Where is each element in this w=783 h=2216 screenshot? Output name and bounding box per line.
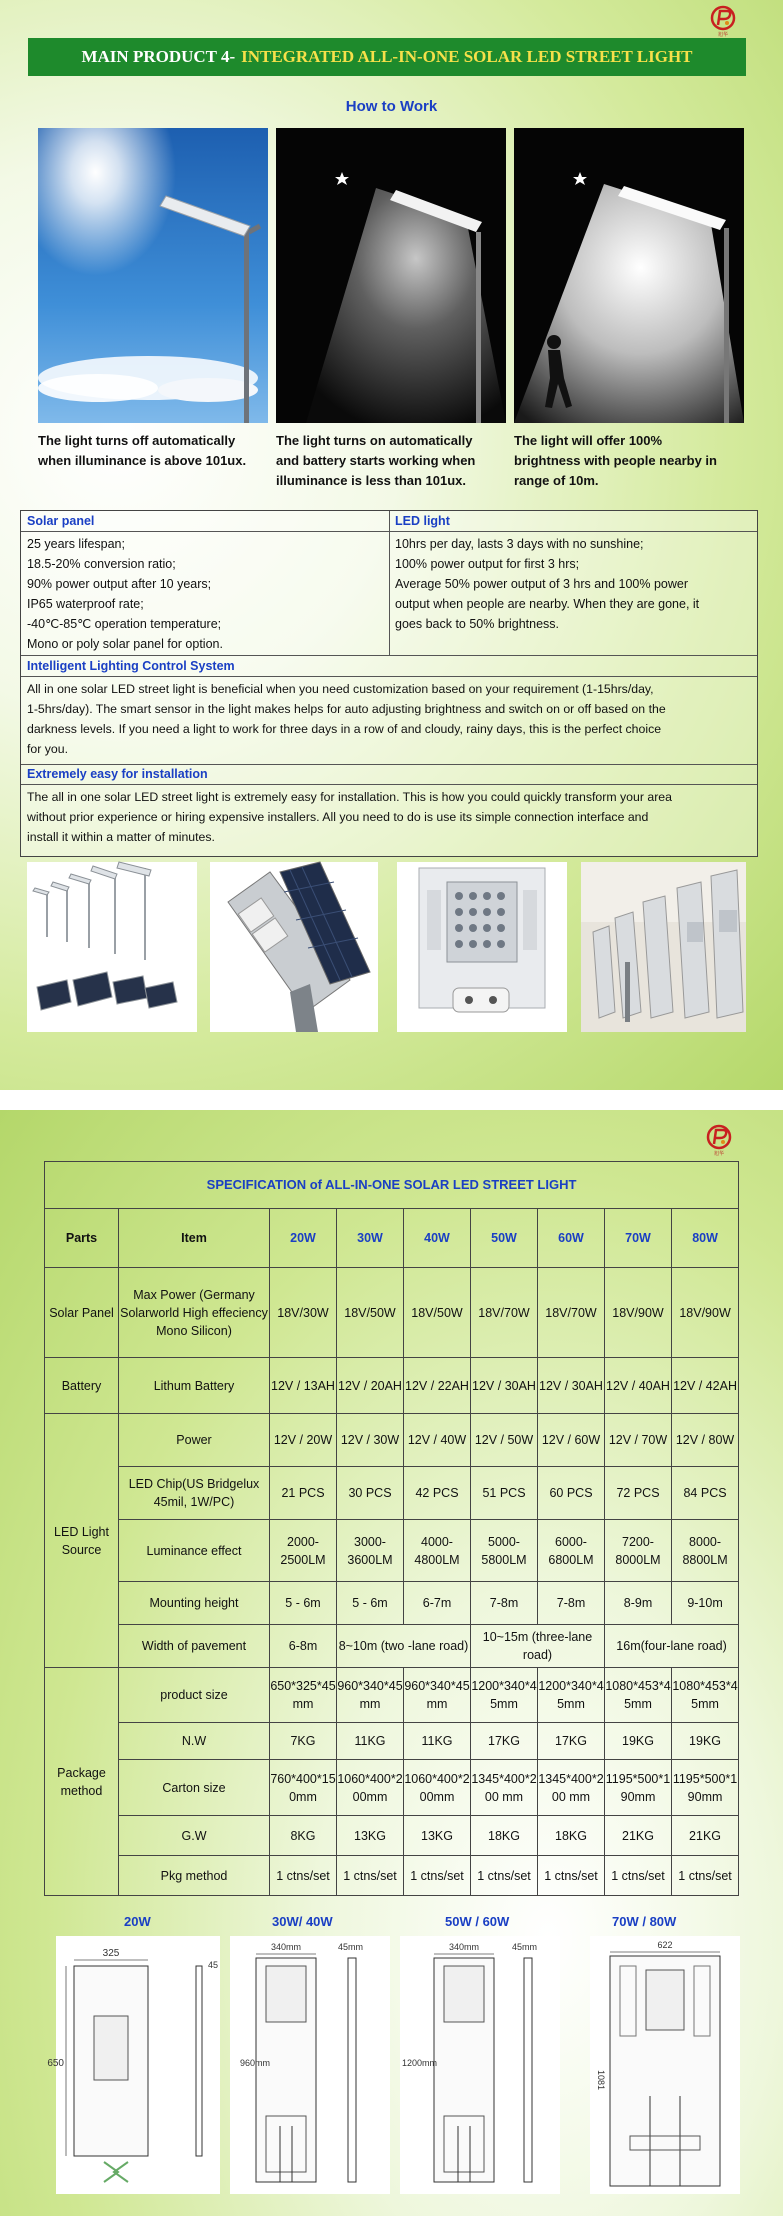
text-line: output when people are nearby. When they are gone, it — [395, 597, 700, 611]
table-cell: 1 ctns/set — [538, 1856, 605, 1896]
table-cell: 12V / 40W — [404, 1414, 471, 1467]
table-row — [45, 1414, 739, 1467]
installation-text — [27, 787, 672, 847]
drawing-70w-80w — [590, 1936, 740, 2194]
product-thumb-closeup — [210, 862, 378, 1032]
table-cell: 8KG — [270, 1816, 337, 1856]
caption-line: when illuminance is above 101ux. — [38, 453, 247, 468]
spec-title: SPECIFICATION of ALL-IN-ONE SOLAR LED STREET LIGHT — [45, 1162, 739, 1209]
row-label: Lithum Battery — [119, 1358, 270, 1414]
table-cell: 12V / 70W — [605, 1414, 672, 1467]
table-cell: 1195*500*190mm — [605, 1760, 672, 1816]
table-cell: 3000-3600LM — [337, 1520, 404, 1582]
table-cell: 16m(four-lane road) — [605, 1625, 739, 1668]
feature-box — [20, 510, 758, 857]
table-cell: 1 ctns/set — [672, 1856, 739, 1896]
header-model: 80W — [672, 1209, 739, 1268]
brand-logo-text: 旭华 — [713, 1151, 724, 1157]
text-line: Average 50% power output of 3 hrs and 100% power — [395, 577, 689, 591]
dim-width-40w: 340mm — [270, 1942, 302, 1952]
table-cell: 18KG — [471, 1816, 538, 1856]
group-led-light-source: LED Light Source — [45, 1414, 119, 1668]
table-cell: 18V/30W — [270, 1268, 337, 1358]
table-cell: 18V/70W — [471, 1268, 538, 1358]
caption-night — [276, 431, 475, 491]
text-line: darkness levels. If you need a light to work for three days in a row of and cloudy, rainy days, this is the perfect choice — [27, 722, 662, 736]
table-cell: 51 PCS — [471, 1467, 538, 1520]
specification-table — [44, 1161, 739, 1896]
table-row — [45, 1358, 739, 1414]
dim-height-20w: 650 — [47, 2058, 64, 2069]
table-cell: 12V / 30AH — [471, 1358, 538, 1414]
drawing-50w-60w — [400, 1936, 560, 2194]
divider — [21, 531, 389, 532]
how-to-work-title: How to Work — [345, 98, 438, 115]
row-label: G.W — [119, 1816, 270, 1856]
led-light-text — [395, 534, 699, 634]
group-battery: Battery — [45, 1358, 119, 1414]
table-cell: 12V / 60W — [538, 1414, 605, 1467]
text-line: 1-5hrs/day). The smart sensor in the light makes helps for auto adjusting brightness and switch on or off based on the — [27, 702, 666, 716]
solar-panel-heading: Solar panel — [27, 514, 95, 528]
table-cell: 1200*340*45mm — [471, 1668, 538, 1723]
photo-night-light-on — [276, 128, 506, 423]
drawing-label-30w-40w: 30W/ 40W — [272, 1914, 333, 1929]
dim-height-60w: 1200mm — [402, 2058, 438, 2068]
text-line: IP65 waterproof rate; — [27, 597, 144, 611]
table-cell: 42 PCS — [404, 1467, 471, 1520]
divider — [21, 676, 757, 677]
table-cell: 18V/90W — [605, 1268, 672, 1358]
header-model: 70W — [605, 1209, 672, 1268]
group-package-method: Package method — [45, 1668, 119, 1896]
brand-logo-text: 旭华 — [717, 32, 728, 38]
solar-panel-text — [27, 534, 223, 654]
table-cell: 72 PCS — [605, 1467, 672, 1520]
brand-logo — [702, 1124, 736, 1158]
text-line: for you. — [27, 742, 69, 756]
caption-person — [514, 431, 717, 491]
table-row — [45, 1625, 739, 1668]
dim-thickness-20w: 45 — [208, 1960, 219, 1970]
text-line: install it within a matter of minutes. — [27, 830, 215, 844]
caption-line: The light turns on automatically — [276, 433, 473, 448]
divider — [21, 764, 757, 765]
table-cell: 7KG — [270, 1723, 337, 1760]
text-line: All in one solar LED street light is beneficial when you need customization based on your requirement (1-15hrs/day, — [27, 682, 654, 696]
drawing-label-70w-80w: 70W / 80W — [612, 1914, 677, 1929]
table-cell: 11KG — [404, 1723, 471, 1760]
table-header-row — [45, 1209, 739, 1268]
row-label: LED Chip(US Bridgelux 45mil, 1W/PC) — [119, 1467, 270, 1520]
divider — [389, 511, 390, 655]
table-cell: 18V/90W — [672, 1268, 739, 1358]
product-thumb-front — [397, 862, 567, 1032]
table-cell: 18V/50W — [404, 1268, 471, 1358]
table-cell: 1195*500*190mm — [672, 1760, 739, 1816]
table-cell: 1 ctns/set — [337, 1856, 404, 1896]
table-cell: 12V / 42AH — [672, 1358, 739, 1414]
table-cell: 12V / 13AH — [270, 1358, 337, 1414]
header-model: 20W — [270, 1209, 337, 1268]
header-model: 30W — [337, 1209, 404, 1268]
text-line: without prior experience or hiring expensive installers. All you need to do is use its simple connection interface and — [27, 810, 649, 824]
brand-logo-icon — [706, 5, 740, 33]
text-line: 18.5-20% conversion ratio; — [27, 557, 176, 571]
row-label: Max Power (Germany Solarworld High effeciency Mono Silicon) — [119, 1268, 270, 1358]
table-cell: 8~10m (two -lane road) — [337, 1625, 471, 1668]
table-cell: 21 PCS — [270, 1467, 337, 1520]
text-line: 10hrs per day, lasts 3 days with no sunshine; — [395, 537, 644, 551]
row-label: Luminance effect — [119, 1520, 270, 1582]
row-label: Pkg method — [119, 1856, 270, 1896]
text-line: 25 years lifespan; — [27, 537, 125, 551]
row-label: Width of pavement — [119, 1625, 270, 1668]
photo-night-person-full-brightness — [514, 128, 744, 423]
table-cell: 650*325*45mm — [270, 1668, 337, 1723]
table-cell: 10~15m (three-lane road) — [471, 1625, 605, 1668]
table-cell: 2000-2500LM — [270, 1520, 337, 1582]
table-row — [45, 1856, 739, 1896]
dim-height-40w: 960mm — [240, 2058, 271, 2068]
intelligent-control-text — [27, 679, 666, 759]
text-line: The all in one solar LED street light is extremely easy for installation. This is how you could quickly transform your area — [27, 790, 672, 804]
divider — [21, 784, 757, 785]
table-cell: 5000-5800LM — [471, 1520, 538, 1582]
table-cell: 21KG — [672, 1816, 739, 1856]
table-cell: 8000-8800LM — [672, 1520, 739, 1582]
banner-prefix: MAIN PRODUCT 4- — [81, 47, 236, 66]
caption-line: illuminance is less than 101ux. — [276, 473, 467, 488]
table-cell: 18KG — [538, 1816, 605, 1856]
table-cell: 17KG — [471, 1723, 538, 1760]
table-cell: 84 PCS — [672, 1467, 739, 1520]
table-cell: 13KG — [337, 1816, 404, 1856]
brand-logo-icon — [702, 1124, 736, 1152]
caption-line: The light will offer 100% — [514, 433, 663, 448]
table-cell: 5 - 6m — [337, 1582, 404, 1625]
row-label: Mounting height — [119, 1582, 270, 1625]
table-cell: 11KG — [337, 1723, 404, 1760]
table-cell: 1060*400*200mm — [404, 1760, 471, 1816]
dim-height-80w: 1081 — [596, 2070, 606, 2091]
table-cell: 60 PCS — [538, 1467, 605, 1520]
table-row — [45, 1467, 739, 1520]
table-cell: 12V / 40AH — [605, 1358, 672, 1414]
table-cell: 12V / 20AH — [337, 1358, 404, 1414]
table-row — [45, 1268, 739, 1358]
drawing-20w — [47, 1936, 220, 2194]
table-row — [45, 1816, 739, 1856]
table-cell: 1080*453*45mm — [672, 1668, 739, 1723]
row-label: Power — [119, 1414, 270, 1467]
table-cell: 1 ctns/set — [270, 1856, 337, 1896]
table-cell: 960*340*45mm — [337, 1668, 404, 1723]
table-cell: 18V/50W — [337, 1268, 404, 1358]
table-row — [45, 1162, 739, 1209]
dim-width-20w: 325 — [102, 1948, 120, 1959]
table-cell: 7-8m — [471, 1582, 538, 1625]
dim-width-80w: 622 — [657, 1940, 673, 1950]
dim-thickness-60w: 45mm — [512, 1942, 538, 1952]
text-line: goes back to 50% brightness. — [395, 617, 559, 631]
intelligent-control-heading: Intelligent Lighting Control System — [27, 659, 235, 673]
table-cell: 12V / 22AH — [404, 1358, 471, 1414]
table-cell: 19KG — [672, 1723, 739, 1760]
table-row — [45, 1520, 739, 1582]
table-row — [45, 1668, 739, 1723]
dim-width-60w: 340mm — [448, 1942, 480, 1952]
drawing-label-20w: 20W — [124, 1914, 151, 1929]
caption-line: The light turns off automatically — [38, 433, 236, 448]
table-cell: 1345*400*200 mm — [471, 1760, 538, 1816]
caption-line: range of 10m. — [514, 473, 599, 488]
table-cell: 1 ctns/set — [404, 1856, 471, 1896]
table-row — [45, 1582, 739, 1625]
table-row — [45, 1723, 739, 1760]
brand-logo — [706, 5, 740, 39]
table-cell: 1200*340*45mm — [538, 1668, 605, 1723]
divider — [21, 655, 757, 656]
table-cell: 9-10m — [672, 1582, 739, 1625]
table-cell: 17KG — [538, 1723, 605, 1760]
main-banner — [28, 38, 746, 76]
text-line: 90% power output after 10 years; — [27, 577, 212, 591]
banner-highlight: INTEGRATED ALL-IN-ONE SOLAR LED STREET LIGHT — [241, 47, 693, 66]
text-line: 100% power output for first 3 hrs; — [395, 557, 580, 571]
header-model: 40W — [404, 1209, 471, 1268]
dim-thickness-40w: 45mm — [338, 1942, 364, 1952]
photo-daytime-light-off — [38, 128, 268, 423]
table-cell: 6-7m — [404, 1582, 471, 1625]
divider — [389, 531, 757, 532]
product-thumb-lineup — [581, 862, 746, 1032]
product-thumb-range — [27, 862, 197, 1032]
table-cell: 12V / 50W — [471, 1414, 538, 1467]
table-cell: 13KG — [404, 1816, 471, 1856]
text-line: Mono or poly solar panel for option. — [27, 637, 223, 651]
table-cell: 4000-4800LM — [404, 1520, 471, 1582]
table-cell: 21KG — [605, 1816, 672, 1856]
table-cell: 30 PCS — [337, 1467, 404, 1520]
row-label: product size — [119, 1668, 270, 1723]
row-label: N.W — [119, 1723, 270, 1760]
table-cell: 19KG — [605, 1723, 672, 1760]
table-cell: 1345*400*200 mm — [538, 1760, 605, 1816]
header-item: Item — [119, 1209, 270, 1268]
led-light-heading: LED light — [395, 514, 450, 528]
row-label: Carton size — [119, 1760, 270, 1816]
drawing-label-50w-60w: 50W / 60W — [445, 1914, 510, 1929]
header-parts: Parts — [45, 1209, 119, 1268]
caption-day — [38, 431, 246, 471]
header-model: 50W — [471, 1209, 538, 1268]
table-cell: 7-8m — [538, 1582, 605, 1625]
text-line: -40℃-85℃ operation temperature; — [27, 617, 222, 631]
table-cell: 12V / 30AH — [538, 1358, 605, 1414]
drawing-30w-40w — [230, 1936, 390, 2194]
table-cell: 5 - 6m — [270, 1582, 337, 1625]
group-solar-panel: Solar Panel — [45, 1268, 119, 1358]
table-cell: 760*400*150mm — [270, 1760, 337, 1816]
table-cell: 6000-6800LM — [538, 1520, 605, 1582]
table-cell: 12V / 20W — [270, 1414, 337, 1467]
table-row — [45, 1760, 739, 1816]
table-cell: 12V / 80W — [672, 1414, 739, 1467]
installation-heading: Extremely easy for installation — [27, 767, 208, 781]
table-cell: 1 ctns/set — [605, 1856, 672, 1896]
caption-line: brightness with people nearby in — [514, 453, 717, 468]
table-cell: 6-8m — [270, 1625, 337, 1668]
panel-gap — [0, 1090, 783, 1110]
table-cell: 12V / 30W — [337, 1414, 404, 1467]
table-cell: 7200-8000LM — [605, 1520, 672, 1582]
caption-line: and battery starts working when — [276, 453, 476, 468]
header-model: 60W — [538, 1209, 605, 1268]
table-cell: 1 ctns/set — [471, 1856, 538, 1896]
table-cell: 960*340*45mm — [404, 1668, 471, 1723]
table-cell: 1080*453*45mm — [605, 1668, 672, 1723]
table-cell: 18V/70W — [538, 1268, 605, 1358]
table-cell: 1060*400*200mm — [337, 1760, 404, 1816]
table-cell: 8-9m — [605, 1582, 672, 1625]
